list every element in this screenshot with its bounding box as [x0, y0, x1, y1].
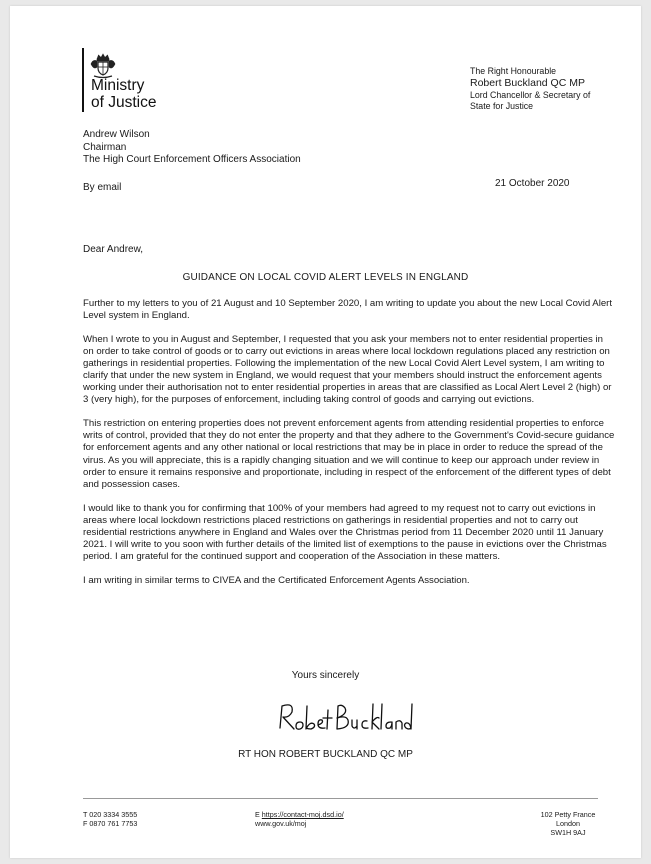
letter-body [83, 298, 615, 599]
footer-online [255, 810, 344, 828]
recipient-block [83, 129, 301, 167]
footer-divider [83, 798, 598, 799]
footer-address-line2: London [556, 819, 580, 828]
logo-line1: Ministry [91, 77, 145, 94]
delivery-method: By email [83, 182, 122, 193]
footer-web[interactable]: www.gov.uk/moj [255, 819, 307, 828]
footer-address-line1: 102 Petty France [540, 810, 596, 819]
footer-address-line3: SW1H 9AJ [550, 828, 586, 837]
sender-title-line2: State for Justice [470, 101, 534, 111]
logo-line2: of Justice [91, 94, 157, 111]
paragraph-2: When I wrote to you in August and September, I requested that you ask your members not to enter residential properties in on order to take control of goods or to carry out evictions in areas where local lockdown regulations placed any restriction on gatherings in residential properties. Following the implementation of the new Local Covid Alert Level system, I am writing to clarify that under the new system in England, we would request that your members should instruct the enforcement agents working under their authorisation not to enter residential properties in areas that are classified as Local Alert Level 2 (high) or 3 (very high), for the purposes of enforcement, including taking control of goods and carrying out evictions. [83, 334, 612, 406]
paragraph-5: I am writing in similar terms to CIVEA and the Certificated Enforcement Agents Association. [83, 574, 470, 586]
footer-phone: T 020 3334 3555 [83, 810, 138, 819]
closing: Yours sincerely [291, 670, 360, 681]
letter-page [10, 6, 641, 858]
salutation: Dear Andrew, [83, 244, 144, 255]
sender-block [470, 66, 640, 112]
logo-bar [82, 48, 84, 112]
recipient-name: Andrew Wilson [83, 129, 150, 140]
recipient-role: Chairman [83, 141, 127, 153]
paragraph-4: I would like to thank you for confirming that 100% of your members had agreed to my request not to carry out evictions in areas where local lockdown restrictions placed restrictions on gatherings in residential properties and not to carry out residential restrictions anywhere in England and Wales over the Christmas period from 11 December 2020 until 11 January 2021. I will write to you soon with further details of the limited list of exemptions to the pause in evictions over the Christmas period. I am grateful for the continued support and cooperation of the Association in these matters. [83, 502, 607, 562]
sender-honorific: The Right Honourable [470, 66, 557, 76]
royal-crest-icon [88, 50, 118, 80]
sender-title-line1: Lord Chancellor & Secretary of [470, 90, 591, 100]
footer-address [539, 810, 597, 837]
sender-name: Robert Buckland QC MP [470, 77, 585, 89]
letter-subject: GUIDANCE ON LOCAL COVID ALERT LEVELS IN ENGLAND [182, 272, 469, 283]
ministry-logo [91, 77, 156, 111]
signatory-name: RT HON ROBERT BUCKLAND QC MP [238, 749, 413, 760]
paragraph-3: This restriction on entering properties does not prevent enforcement agents from attending residential properties to enforce writs of control, provided that they do not enter the property and that they adhere to the Government's Covid-secure guidance for enforcement agents and any other national or local restrictions that may be in place in order to reduce the spread of the virus. As you will appreciate, this is a rapidly changing situation and we will continue to keep our approach under review in order to ensure it remains responsive and proportionate, including in respect of the enforcement of the different types of debt and possession cases. [83, 418, 615, 490]
footer-email-link[interactable]: https://contact-moj.dsd.io/ [261, 810, 344, 819]
handwritten-signature [274, 698, 414, 738]
recipient-organisation: The High Court Enforcement Officers Association [83, 154, 301, 165]
footer-fax: F 0870 761 7753 [83, 819, 138, 828]
paragraph-1: Further to my letters to you of 21 August and 10 September 2020, I am writing to update you about the new Local Covid Alert Level system in England. [83, 298, 613, 322]
letter-date: 21 October 2020 [495, 178, 570, 189]
footer-email-prefix: E [255, 810, 262, 819]
footer-contact [83, 810, 137, 828]
